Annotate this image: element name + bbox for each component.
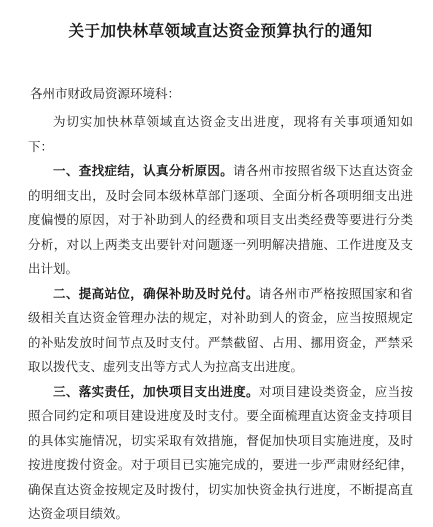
section-body-3: 对项目建设类资金，应当按照合同约定和项目建设进度及时支付。要全面梳理直达资金支持项目的具体实施情况，切实采取有效措施，督促加快项目实施进度，及时按进度拨付资金。对于项目已实施完成的，要进一步严肃财经纪律，确保直达资金按规定及时拨付，切实加快资金执行进度，不断提高直达资金项目绩效。 [28, 383, 413, 521]
intro-paragraph: 为切实加快林草领域直达资金支出进度，现将有关事项通知如下： [28, 114, 413, 154]
salutation: 各州市财政局资源环境科： [30, 86, 181, 101]
section-heading-1: 一、查找症结，认真分析原因。 [53, 163, 234, 178]
section-heading-2: 二、提高站位，确保补助及时兑付。 [53, 285, 259, 301]
section-heading-3: 三、落实责任，加快项目支出进度。 [53, 383, 259, 399]
section-paragraph-3 [28, 380, 413, 527]
section-paragraph-2 [28, 282, 413, 380]
section-body-2: 请各州市严格按照国家和省级相关直达资金管理办法的规定，对补助到人的资金，应当按照规定的补贴发放时间节点及时支付。严禁截留、占用、挪用资金，严禁采取以拨代支、虚列支出等方式人为拉高支出进度。 [28, 285, 413, 374]
document-title: 关于加快林草领域直达资金预算执行的通知 [68, 21, 373, 40]
section-paragraph-1 [28, 159, 413, 282]
section-body-1: 请各州市按照省级下达直达资金的明细支出，及时会同本级林草部门逐项、全面分析各项明细支出进度偏慢的原因，对于补助到人的经费和项目支出类经费等要进行分类分析，对以上两类支出要针对问题逐一列明解决措施、工作进度及支出计划。 [28, 163, 413, 276]
